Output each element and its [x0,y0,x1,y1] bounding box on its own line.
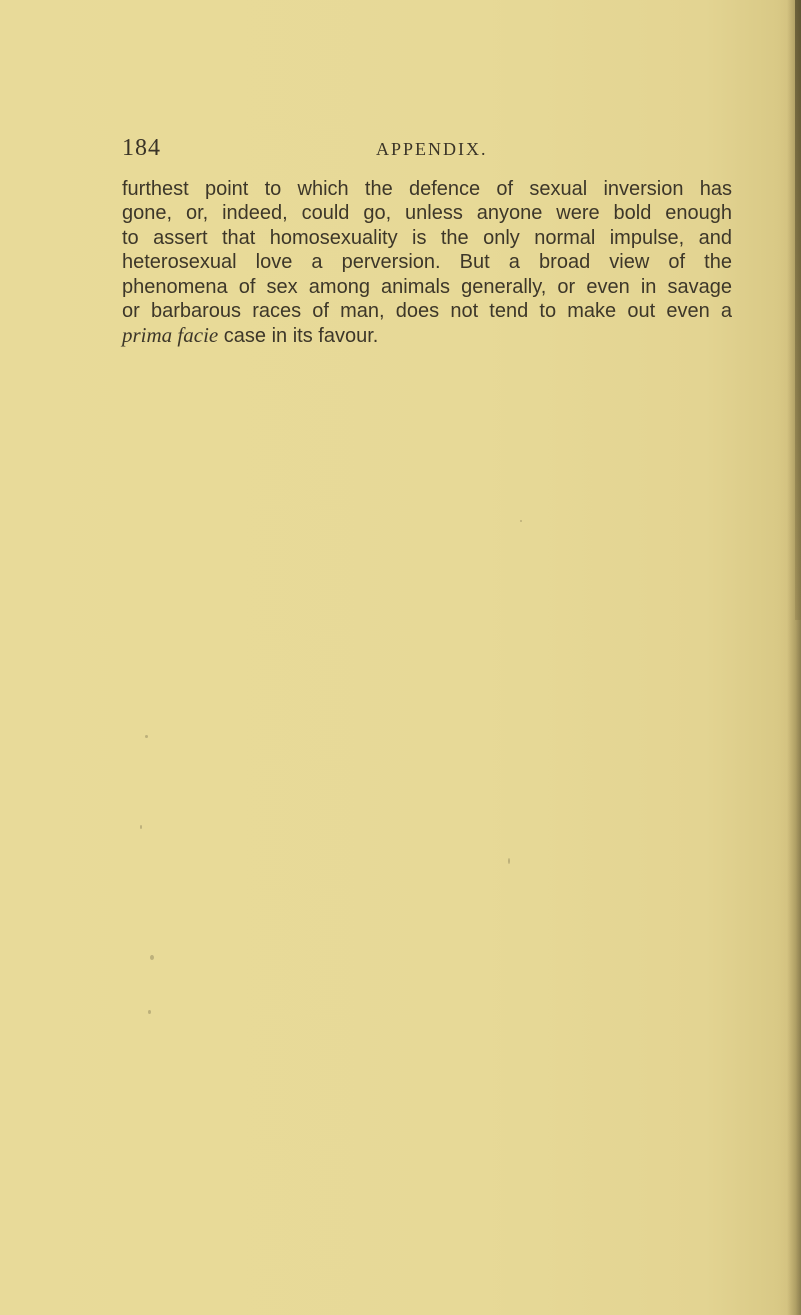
page-number: 184 [122,135,161,161]
text-line-end: case in its favour. [218,325,379,348]
body-text [122,177,732,348]
text-line-final [122,323,732,347]
paper-speck [148,1010,151,1014]
text-line: to assert that homosexuality is the only normal impulse, and [122,226,732,249]
text-line: or barbarous races of man, does not tend to make out even a [122,299,732,322]
paper-speck [520,520,522,522]
running-head [122,135,682,165]
page-edge-binding [795,0,801,620]
italic-phrase: prima facie [122,323,219,348]
text-line: furthest point to which the defence of sexual inversion has [122,178,732,200]
text-line: phenomena of sex among animals generally, or even in savage [122,275,732,298]
text-line: heterosexual love a perversion. But a broad view of the [122,251,732,274]
paper-speck [150,955,154,960]
paper-speck [508,858,510,864]
running-head-title: APPENDIX. [376,139,488,159]
paper-speck [140,825,142,829]
paper-speck [145,735,148,738]
text-line: gone, or, indeed, could go, unless anyone were bold enough [122,202,732,225]
